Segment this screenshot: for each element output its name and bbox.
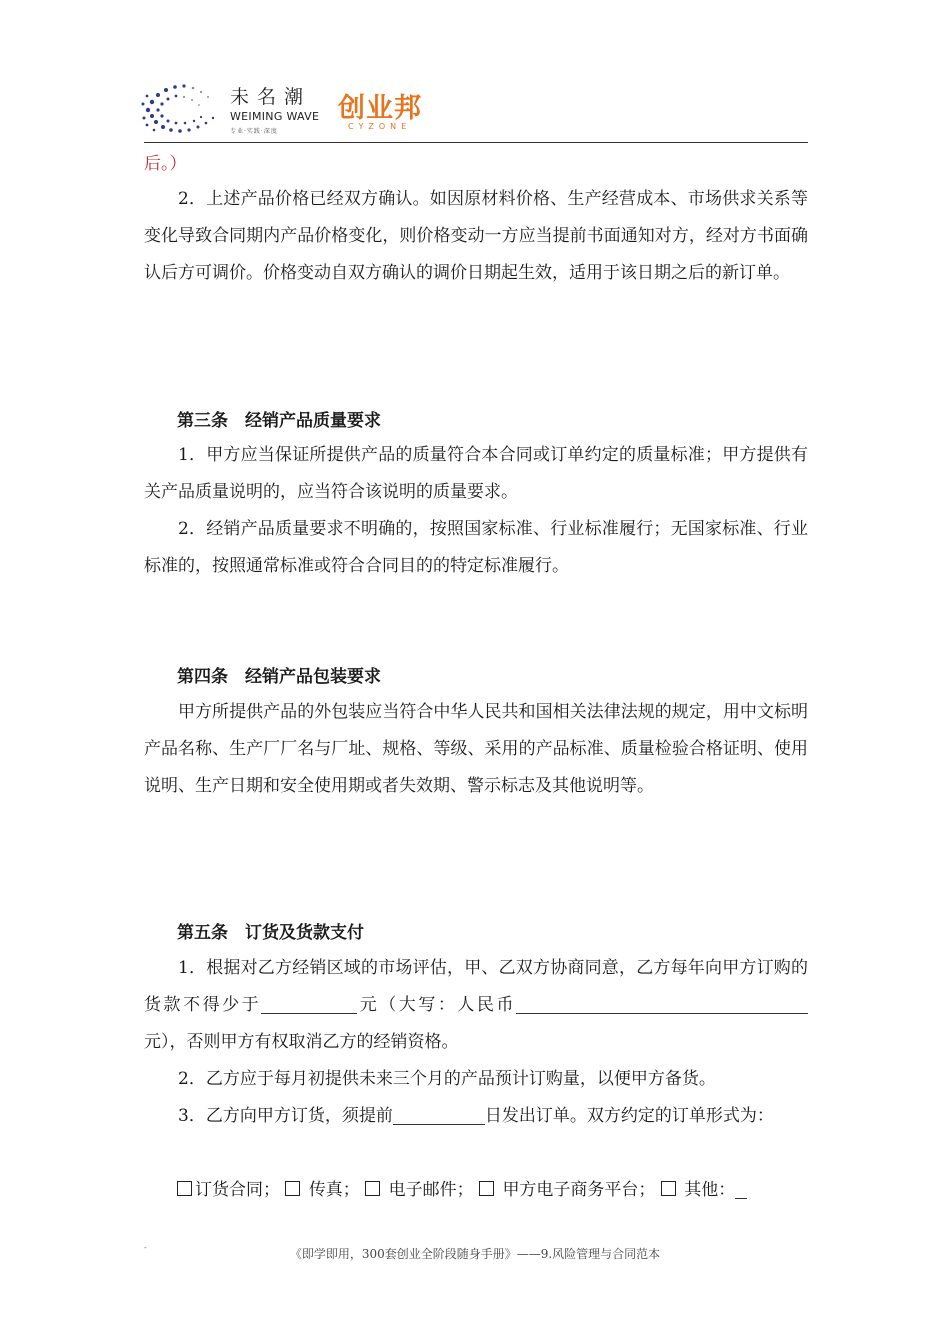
article4-paragraph-1: 甲方所提供产品的外包装应当符合中华人民共和国相关法律法规的规定，用中文标明产品名称、生产厂厂名与厂址、规格、等级、采用的产品标准、质量检验合格证明、使用说明、生产日期和安全使用期或者失效期、警示标志及其他说明等。	[144, 702, 808, 796]
continuation-text	[144, 146, 808, 183]
article3-paragraph-2: 2．经销产品质量要求不明确的，按照国家标准、行业标准履行；无国家标准、行业标准的，按照通常标准或符合合同目的的特定标准履行。	[144, 519, 808, 576]
article5-p1-text-c: 元），否则甲方有权取消乙方的经销资格。	[144, 1032, 459, 1052]
article5-paragraph-3	[144, 1098, 808, 1135]
header-divider	[144, 142, 808, 143]
checkbox-icon[interactable]	[661, 1181, 676, 1196]
article5-title: 第五条 订货及货款支付	[177, 923, 364, 943]
days-ahead-blank[interactable]	[393, 1104, 485, 1125]
amount-in-words-blank[interactable]	[516, 993, 702, 1014]
amount-in-words-blank-cont[interactable]	[702, 993, 808, 1014]
article3-section	[144, 437, 808, 585]
continuation-line: 后。）	[144, 154, 187, 174]
option-email[interactable]: 电子邮件；	[365, 1180, 473, 1200]
cyzone-logo-en: CYZONE	[348, 122, 412, 131]
article2-paragraph-2: 2．上述产品价格已经双方确认。如因原材料价格、生产经营成本、市场供求关系等变化导致合同期内产品价格变化，则价格变动一方应当提前书面通知对方，经对方书面确认后方可调价。价格变动自双方确认的调价日期起生效，适用于该日期之后的新订单。	[144, 189, 808, 283]
article5-paragraph-1	[144, 950, 808, 1061]
article2-section	[144, 181, 808, 292]
page-footer: 《即学即用，300套创业全阶段随身手册》——9.风险管理与合同范本	[289, 1247, 661, 1261]
article3-title: 第三条 经销产品质量要求	[177, 411, 381, 431]
option-other[interactable]: 其他：	[661, 1180, 735, 1200]
cyzone-logo	[338, 86, 434, 134]
article5-section	[144, 950, 808, 1135]
checkbox-icon[interactable]	[285, 1181, 300, 1196]
article5-p3-text-b: 日发出订单。双方约定的订单形式为：	[484, 1106, 774, 1126]
footer-marker: -	[144, 1243, 147, 1252]
brand-slogan: 专业·实践·深度	[230, 128, 278, 135]
brand-name-cn: 未名潮	[230, 86, 312, 108]
brand-name-en: WEIMING WAVE	[230, 110, 320, 123]
article4-title: 第四条 经销产品包装要求	[177, 667, 381, 687]
checkbox-icon[interactable]	[365, 1181, 380, 1196]
article5-p1-text-b: 元（大写：人民币	[357, 995, 517, 1015]
checkbox-icon[interactable]	[177, 1181, 192, 1196]
article5-p1-text-a: 1．根据对乙方经销区域的市场评估，甲、乙双方协商同意，乙方每年向甲方订购的货款不得少于	[144, 958, 808, 1015]
option-order-contract[interactable]: 订货合同；	[177, 1180, 280, 1200]
header-logos	[138, 76, 458, 140]
option-fax[interactable]: 传真；	[285, 1180, 359, 1200]
wave-logo-icon	[138, 80, 222, 136]
order-form-options	[177, 1172, 747, 1209]
article5-paragraph-2: 2．乙方应于每月初提供未来三个月的产品预计订购量，以便甲方备货。	[178, 1069, 716, 1089]
article3-paragraph-1: 1．甲方应当保证所提供产品的质量符合本合同或订单约定的质量标准；甲方提供有关产品质量说明的，应当符合该说明的质量要求。	[144, 445, 808, 502]
checkbox-icon[interactable]	[479, 1181, 494, 1196]
cyzone-logo-cn: 创业邦	[338, 93, 422, 124]
article4-section	[144, 694, 808, 805]
other-option-blank[interactable]	[735, 1178, 747, 1199]
article5-p3-text-a: 3．乙方向甲方订货，须提前	[178, 1106, 393, 1126]
min-amount-blank[interactable]	[261, 993, 357, 1014]
option-ecommerce[interactable]: 甲方电子商务平台；	[479, 1180, 655, 1200]
